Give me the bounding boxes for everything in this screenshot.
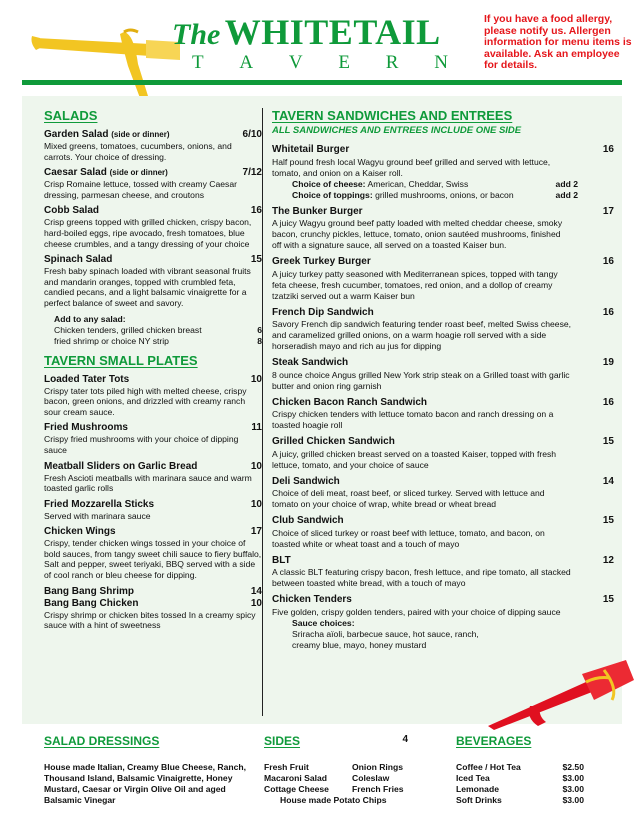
item-desc: Choice of deli meat, roast beef, or sliced turkey. Served with lettuce and tomato on your choice of wrap, white bread or wheat bread [272,488,545,509]
sides-title: SIDES [264,734,301,748]
beverage-price: $3.00 [562,784,584,794]
item-price: 6/10 [242,129,262,140]
item-name: Bang Bang Chicken [44,597,139,609]
item-desc: A juicy, grilled chicken breast served on a toasted Kaiser, topped with fresh lettuce, tomato, and your choice of sauce [272,448,557,470]
beverage-name: Soft Drinks [456,795,502,805]
item-desc: Crispy shrimp or chicken bites tossed In a creamy spicy sauce with a hint of sweetness [44,609,256,631]
beverages [456,734,584,806]
item-price: 14 [602,475,614,487]
item-price: 16 [602,306,614,318]
item-desc: Half pound fresh local Wagyu ground beef grilled and served with lettuce, tomato, and onion on a Kaiser roll. [272,156,551,178]
item-price: 15 [602,436,614,447]
sandwiches-title: TAVERN SANDWICHES AND ENTREES [272,108,513,123]
item-name: Fried Mozzarella Sticks [44,498,155,510]
item-name: Greek Turkey Burger [272,256,371,267]
item-desc: Fresh baby spinach loaded with vibrant seasonal fruits and mandarin oranges, topped with crumbled feta, candied pecans, and a light balsamic vinaigrette for a perfect balance of sweet and savory. [44,266,251,308]
item-price: 10 [250,597,262,609]
tavern-letter: T [192,52,204,73]
item-desc: 8 ounce choice Angus grilled New York strip steak on a Grilled toast with garlic butter and onion ring garnish [272,369,570,391]
menu-item [272,206,614,252]
item-price: 12 [602,554,614,566]
menu-item [44,167,262,200]
beverage-name: Coffee / Hot Tea [456,762,521,772]
option-text: American, Cheddar, Swiss [367,178,469,189]
menu-item [272,397,614,432]
item-desc: Crispy tater tots piled high with melted cheese, crispy bacon, green onions, and drizzled with creamy ranch sour cream sauce. [44,385,247,417]
beverage-row [456,762,584,773]
item-desc: Savory French dip sandwich featuring tender roast beef, melted Swiss cheese, and caramelized grilled onions, on a warm hoagie roll served with a side horseradish mayo and rich au jus for dipping [272,319,572,351]
item-desc: Choice of sliced turkey or roast beef with lettuce, tomato, and bacon, on toasted white or wheat toast and a touch of mayo [272,527,545,549]
item-price: 15 [602,515,614,526]
menu-item [44,586,262,598]
option-price: add 2 [555,189,578,200]
item-desc: A classic BLT featuring crispy bacon, fresh lettuce, and ripe tomato, all stacked between toasted white bread, with a touch of mayo [272,567,571,588]
item-name: Whitetail Burger [272,144,350,155]
item-desc: A juicy Wagyu ground beef patty loaded with melted cheddar cheese, smoky bacon, crunchy pickles, lettuce, tomato, onion sautéed mushrooms, finished off with a signature sauce, all served on a toasted Kaiser bun. [272,218,563,250]
burger-option [272,190,578,201]
sandwiches-subtitle: ALL SANDWICHES AND ENTREES INCLUDE ONE SIDE [272,125,522,136]
item-name: Chicken Wings [44,526,116,538]
menu-item [272,555,614,590]
menu-item [272,307,614,353]
sauce-choices [272,618,614,651]
item-desc: Crispy chicken tenders with lettuce tomato bacon and ranch dressing on a toasted hoagie roll [272,409,554,430]
menu-item [272,144,614,201]
beverages-title: BEVERAGES [456,734,532,748]
item-price: 10 [250,498,262,510]
item-price: 16 [250,205,262,217]
beverage-name: Lemonade [456,784,499,794]
item-name: Cobb Salad [44,205,100,217]
beverage-row [456,795,584,806]
menu-item [44,598,262,631]
item-name: Loaded Tater Tots [44,373,130,385]
dressings-title: SALAD DRESSINGS [44,734,160,748]
item-name: Meatball Sliders on Garlic Bread [44,460,198,472]
addon-price: 8 [257,335,262,346]
header-divider [22,80,622,85]
menu-item [44,129,262,162]
item-price: 17 [250,526,262,538]
item-name: Spinach Salad [44,254,113,266]
option-text: grilled mushrooms, onions, or bacon [375,189,514,200]
side-item: Fresh Fruit [264,762,309,772]
beverage-price: $3.00 [562,773,584,783]
item-name: Garden Salad [44,129,109,140]
beverage-row [456,784,584,795]
side-item: French Fries [352,784,404,794]
menu-item [44,461,262,494]
golf-tee-icon [30,4,180,100]
right-column [272,108,614,656]
column-divider [262,108,263,716]
item-qualifier: (side or dinner) [111,130,170,139]
menu-item [272,357,614,392]
brand-the: The [172,18,221,51]
item-desc: Crisp Romaine lettuce, tossed with creamy Caesar dressing, parmesan cheese, and croutons [44,179,237,200]
item-name: BLT [272,554,291,566]
item-price: 10 [250,460,262,472]
beverage-row [456,773,584,784]
salad-dressings [44,734,254,806]
item-name: French Dip Sandwich [272,306,374,318]
tavern-letter: A [239,52,254,73]
menu-item [44,526,262,580]
item-name: Deli Sandwich [272,475,340,487]
menu-item [44,499,262,522]
allergy-notice: If you have a food allergy, please notify us. Allergen information for menu items is available. Ask an employee for details. [484,13,632,71]
item-qualifier: (side or dinner) [109,168,168,178]
menu-item [272,515,614,550]
item-price: 16 [602,256,614,267]
item-name: The Bunker Burger [272,205,363,217]
menu-item [44,374,262,418]
item-price: 14 [250,585,262,597]
menu-item [272,436,614,471]
side-item: Cottage Cheese [264,784,329,794]
item-name: Chicken Tenders [272,594,352,605]
side-item: Onion Rings [352,762,404,772]
item-desc: A juicy turkey patty seasoned with Mediterranean spices, topped with tangy feta cheese, fresh cucumber, tomatoes, red onion, and a dollop of creamy tzatziki served out a warm Kaiser bun [272,268,558,301]
menu-item [44,205,262,249]
item-desc: Fresh Ascioti meatballs with marinara sauce and warm toasted garlic rolls [44,472,252,494]
tavern-letter: V [288,52,303,73]
side-item: Coleslaw [352,773,390,783]
item-name: Bang Bang Shrimp [44,585,135,597]
addon-title: Add to any salad: [54,313,126,324]
option-label: Choice of cheese: [292,178,366,189]
beverage-price: $2.50 [562,762,584,772]
item-name: Steak Sandwich [272,357,349,368]
menu-item [272,476,614,511]
tavern-letter: E [338,52,350,73]
item-price: 16 [602,396,614,408]
menu-item [272,256,614,302]
item-desc: Crisp greens topped with grilled chicken, crispy bacon, hard-boiled eggs, ripe avocado, fresh tomatoes, blue cheese crumbles, and a tangy dressing of your choice [44,217,252,249]
item-desc: Five golden, crispy golden tenders, paired with your choice of dipping sauce [272,606,561,617]
item-price: 15 [602,594,614,605]
dressings-text: House made Italian, Creamy Blue Cheese, Ranch, Thousand Island, Balsamic Vinaigrette, Honey Mustard, Caesar or Virgin Olive Oil and aged Balsamic Vinegar [44,762,247,805]
tavern-letter: N [434,52,448,73]
item-name: Club Sandwich [272,515,344,526]
item-price: 16 [602,144,614,155]
sides-price: 4 [402,734,408,745]
left-column [44,108,262,636]
menu-item [44,422,262,455]
side-item: House made Potato Chips [280,795,387,805]
item-price: 11 [251,422,262,434]
item-price: 19 [602,357,614,368]
option-label: Choice of toppings: [292,189,373,200]
item-desc: Crispy fried mushrooms with your choice of dipping sauce [44,434,239,455]
addon-text: Chicken tenders, grilled chicken breast [54,324,202,335]
menu-item [272,594,614,651]
sauce-text: Sriracha aïoli, barbecue sauce, hot sauce, ranch, creamy blue, mayo, honey mustard [292,628,479,650]
item-desc: Served with marinara sauce [44,510,151,521]
tavern-letter: R [385,52,399,73]
addon-price: 6 [257,324,262,335]
item-desc: Mixed greens, tomatoes, cucumbers, onions, and carrots. Your choice of dressing. [44,141,232,162]
item-price: 10 [250,373,262,385]
addon-text: fried shrimp or choice NY strip [54,335,169,346]
option-price: add 2 [555,178,578,189]
menu-item [44,254,262,308]
brand-tavern [192,52,448,74]
item-name: Grilled Chicken Sandwich [272,436,395,447]
item-desc: Crispy, tender chicken wings tossed in your choice of bold sauces, from tangy sweet chili sauce to fiery buffalo, Salt and pepper, sweet teriyaki, BBQ served with a side of cool ranch or bleu cheese for dipping. [44,538,262,581]
item-name: Caesar Salad [44,167,107,179]
item-price: 17 [602,205,614,217]
salad-addons [44,314,262,347]
beverage-price: $3.00 [562,795,584,805]
golf-tee-icon [486,660,636,730]
side-item: Macaroni Salad [264,773,328,783]
burger-option [272,179,578,190]
salads-title: SALADS [44,108,98,123]
small-plates-title: TAVERN SMALL PLATES [44,352,198,368]
brand-name: WHITETAIL [224,12,441,52]
item-name: Chicken Bacon Ranch Sandwich [272,396,428,408]
item-price: 15 [250,254,262,266]
sides [264,734,444,806]
item-name: Fried Mushrooms [44,422,128,434]
beverage-name: Iced Tea [456,773,490,783]
sauce-title: Sauce choices: [292,617,355,628]
item-price: 7/12 [242,167,262,179]
